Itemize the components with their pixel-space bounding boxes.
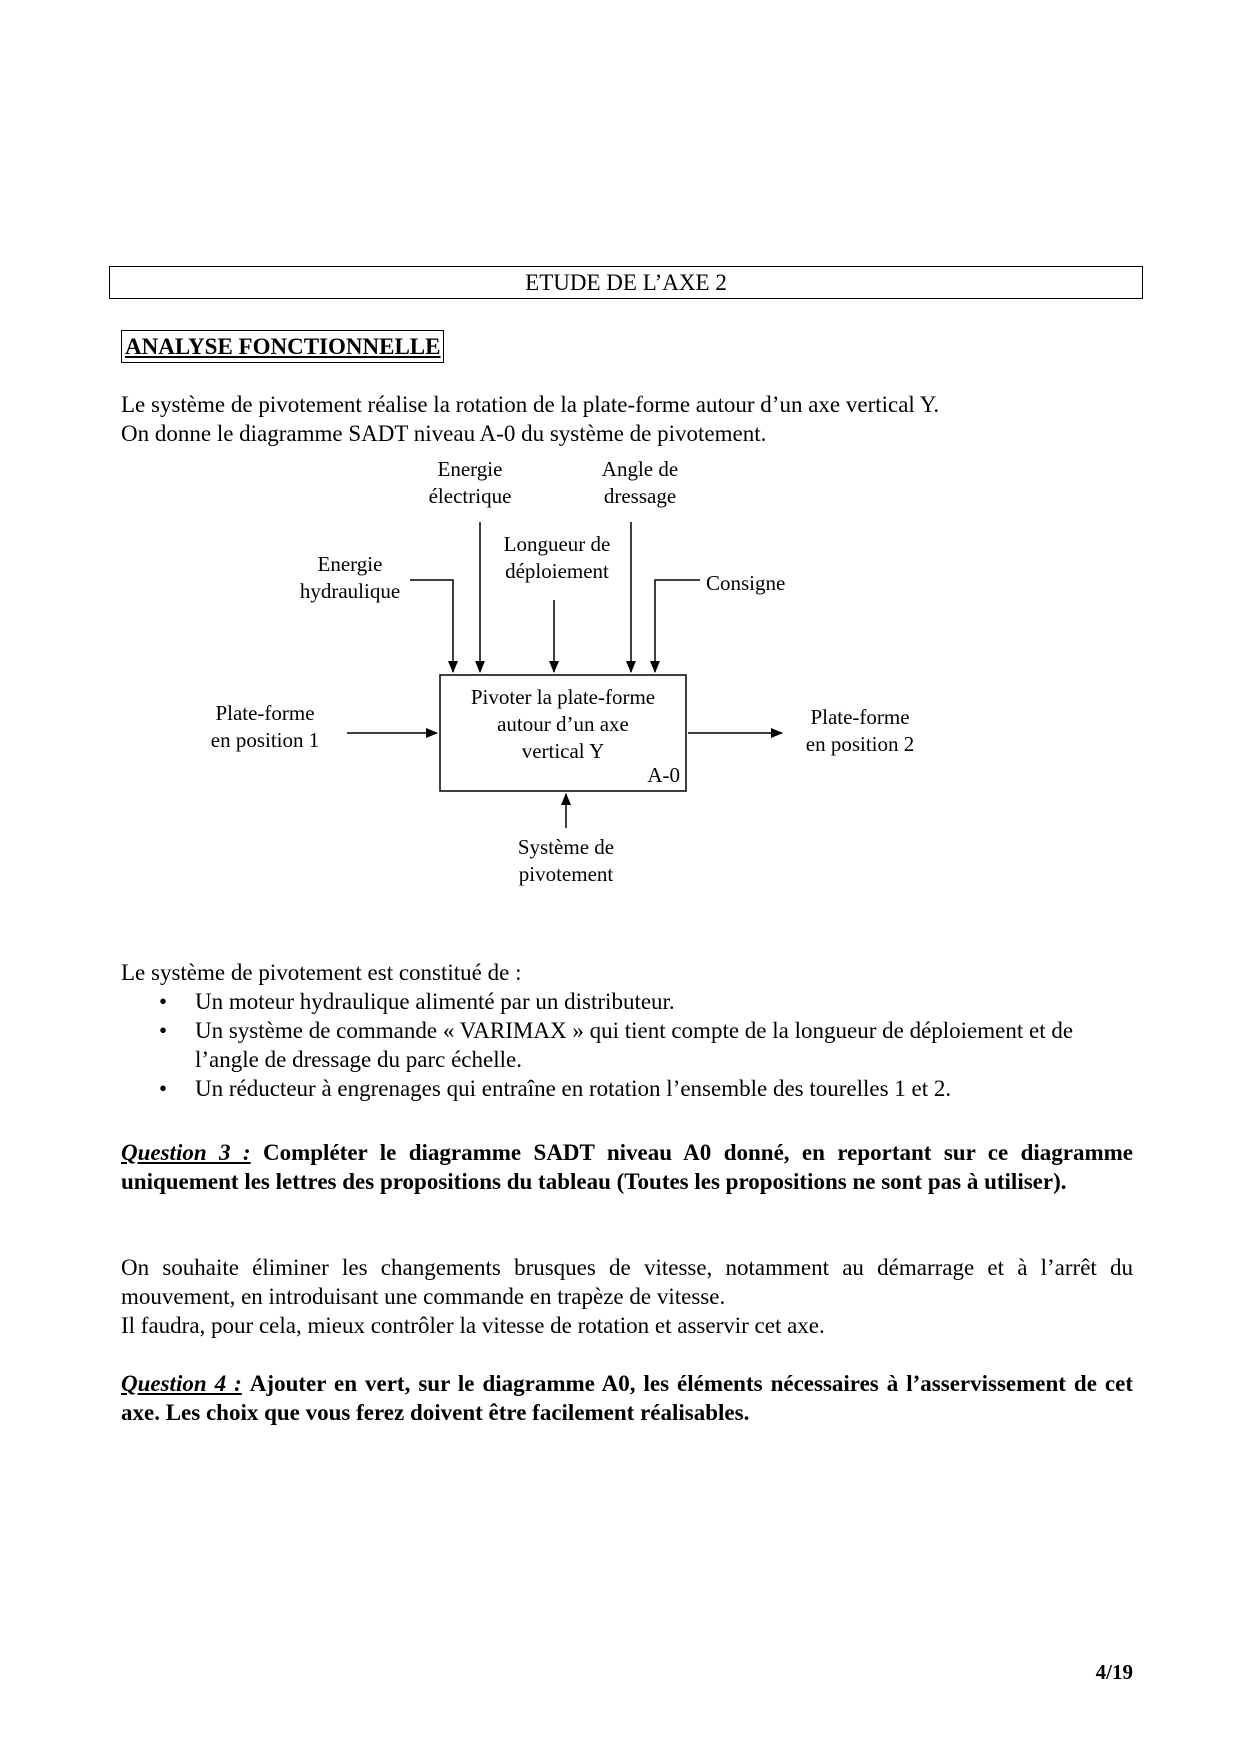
section-title: ANALYSE FONCTIONNELLE (121, 330, 444, 363)
function-box-text: Pivoter la plate-forme autour d’un axe vertical Y (470, 685, 656, 763)
arrow-consigne (655, 580, 700, 672)
question-4 (121, 1369, 1133, 1427)
page-header-title: ETUDE DE L’AXE 2 (109, 266, 1143, 299)
list-item: • Un système de commande « VARIMAX » qui tient compte de la longueur de déploiement et de l’angle de dressage du parc échelle. (159, 1018, 1074, 1072)
list-item: • Un moteur hydraulique alimenté par un distributeur. (159, 989, 675, 1014)
question-3 (121, 1138, 1133, 1196)
label-angle-dressage: Angle de dressage (601, 457, 679, 508)
function-box-code: A-0 (647, 763, 680, 787)
label-output: Plate-forme en position 2 (805, 705, 915, 756)
list-item: • Un réducteur à engrenages qui entraîne en rotation l’ensemble des tourelles 1 et 2. (159, 1076, 952, 1101)
question-3-text: Compléter le diagramme SADT niveau A0 donné, en reportant sur ce diagramme uniquement les lettres des propositions du tableau (Toutes les propositions ne sont pas à utiliser). (121, 1140, 1134, 1194)
label-consigne: Consigne (706, 571, 786, 595)
page-number: 4/19 (1095, 1660, 1133, 1684)
composition-intro: Le système de pivotement est constitué de : (121, 960, 522, 985)
label-longueur-deploiement: Longueur de déploiement (503, 532, 611, 583)
question-4-text: Ajouter en vert, sur le diagramme A0, les éléments nécessaires à l’asservissement de cet axe. Les choix que vous ferez doivent être facilement réalisables. (121, 1371, 1133, 1425)
question-4-label: Question 4 : (121, 1371, 242, 1396)
composition-list (121, 987, 1133, 1103)
label-support: Système de pivotement (517, 835, 615, 886)
context-line-2: Il faudra, pour cela, mieux contrôler la vitesse de rotation et asservir cet axe. (121, 1313, 825, 1338)
intro-line-2: On donne le diagramme SADT niveau A-0 du système de pivotement. (121, 421, 767, 446)
label-energie-electrique: Energie électrique (428, 457, 512, 508)
label-energie-hydraulique: Energie hydraulique (299, 552, 401, 603)
question-3-label: Question 3 : (121, 1140, 251, 1165)
intro-line-1: Le système de pivotement réalise la rotation de la plate-forme autour d’un axe vertical Y. (121, 392, 940, 417)
label-input: Plate-forme en position 1 (210, 701, 320, 752)
context-paragraph: On souhaite éliminer les changements brusques de vitesse, notamment au démarrage et à l’arrêt du mouvement, en introduisant une commande en trapèze de vitesse. (121, 1255, 1133, 1309)
